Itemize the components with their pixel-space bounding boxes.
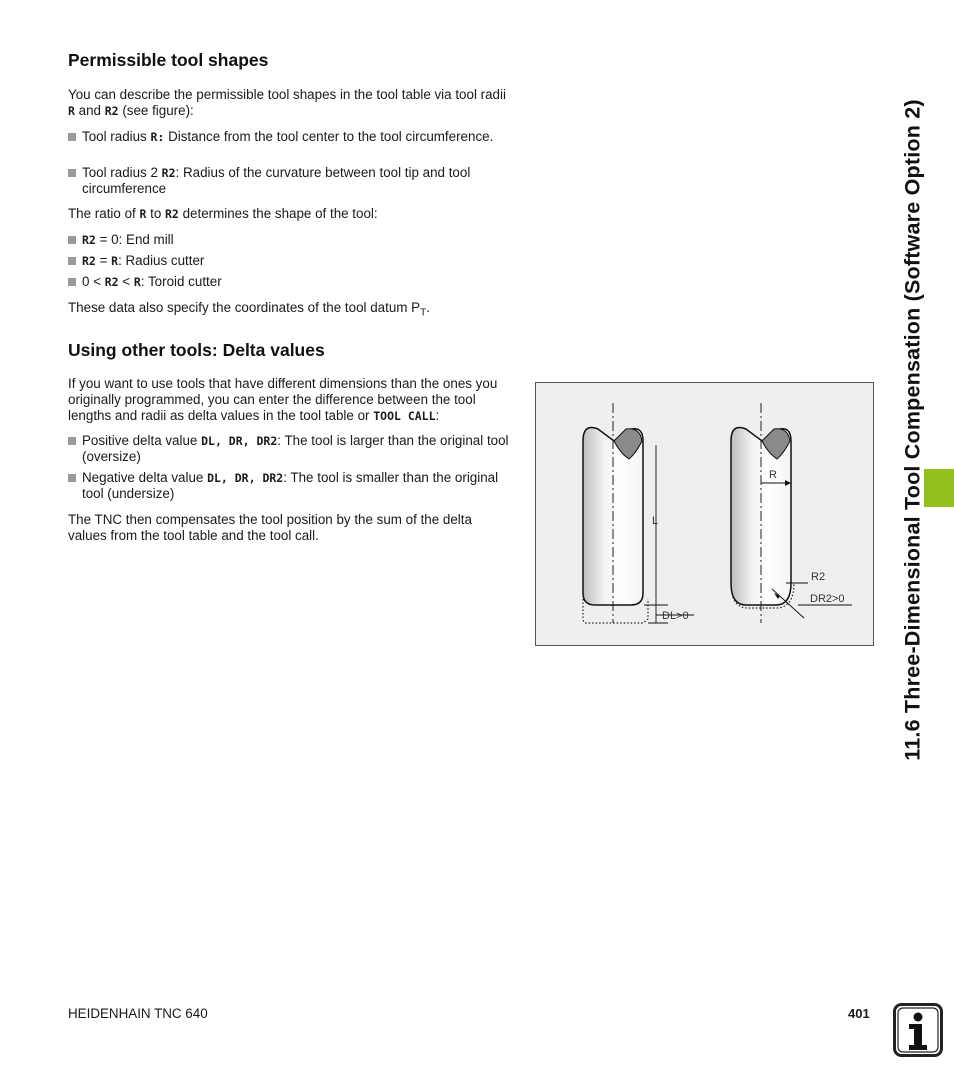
list-item: Tool radius R: Distance from the tool center to the tool circumference. [68, 129, 513, 145]
list-item: Positive delta value DL, DR, DR2: The tool is larger than the original tool (oversize) [68, 433, 513, 465]
toroid-cutter-tool [731, 403, 852, 623]
footer-manual-name: HEIDENHAIN TNC 640 [68, 1006, 208, 1021]
bullet-square-icon [68, 474, 76, 482]
list-item: Tool radius 2 R2: Radius of the curvature between tool tip and tool circumference [68, 165, 513, 197]
label-DL: DL>0 [662, 610, 689, 622]
label-DR2: DR2>0 [810, 593, 845, 605]
label-R2: R2 [811, 571, 826, 583]
list-item: Negative delta value DL, DR, DR2: The tool is smaller than the original tool (undersize) [68, 470, 513, 502]
bullet-square-icon [68, 133, 76, 141]
bullet-square-icon [68, 257, 76, 265]
heading-delta-values: Using other tools: Delta values [68, 340, 325, 360]
chapter-side-title: 11.6 Three-Dimensional Tool Compensation (Software Option 2) [900, 99, 925, 761]
tool-delta-figure [535, 382, 874, 646]
chapter-tab-marker [924, 469, 954, 507]
label-L: L [652, 515, 659, 527]
bullet-square-icon [68, 169, 76, 177]
list-item: R2 = 0: End mill [68, 232, 513, 248]
ratio-paragraph: The ratio of R to R2 determines the shape of the tool: [68, 206, 378, 221]
heading-permissible-tool-shapes: Permissible tool shapes [68, 50, 269, 70]
page-number: 401 [848, 1006, 870, 1021]
datum-paragraph: These data also specify the coordinates of the tool datum $P_T$. [68, 300, 430, 319]
end-mill-tool [583, 403, 694, 623]
bullet-square-icon [68, 437, 76, 445]
delta-outro-paragraph: The TNC then compensates the tool position by the sum of the delta values from the tool table and the tool call. [68, 512, 472, 543]
delta-intro-paragraph: If you want to use tools that have different dimensions than the ones you originally programmed, you can enter the difference between the tool lengths and radii as delta values in the tool table or TOOL CALL: [68, 376, 498, 423]
bullet-square-icon [68, 278, 76, 286]
list-item: R2 = R: Radius cutter [68, 253, 513, 269]
intro-paragraph: You can describe the permissible tool shapes in the tool table via tool radii R and R2 (see figure): [68, 87, 506, 118]
list-item: 0 < R2 < R: Toroid cutter [68, 274, 513, 290]
info-icon [893, 1003, 943, 1057]
label-R: R [769, 469, 777, 481]
bullet-square-icon [68, 236, 76, 244]
